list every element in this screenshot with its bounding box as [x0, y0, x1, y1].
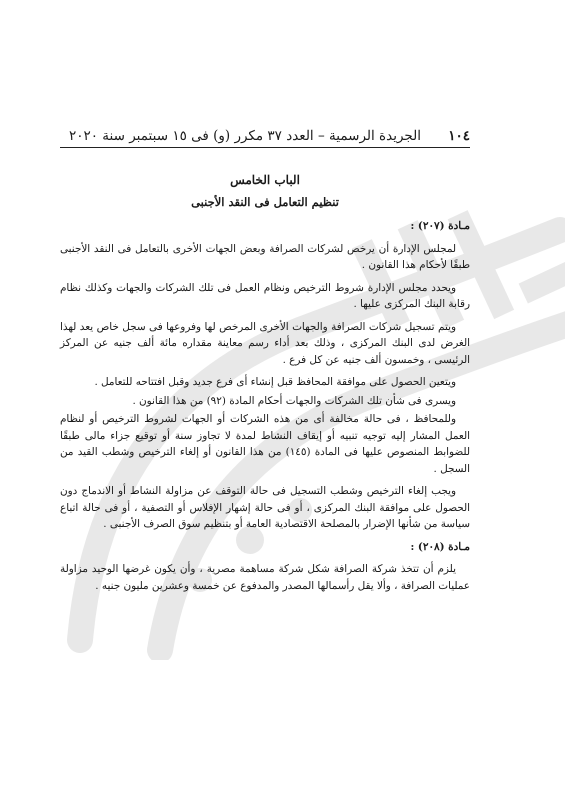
gazette-title: الجريدة الرسمية – العدد ٣٧ مكرر (و) فى ١٥ سبتمبر سنة ٢٠٢٠	[69, 128, 421, 144]
article-207-paragraph: لمجلس الإدارة أن يرخص لشركات الصرافة وبعض الجهات الأخرى بالتعامل فى النقد الأجنبى طبقًا لأحكام هذا القانون .	[60, 242, 470, 271]
page-number: ١٠٤	[448, 128, 470, 144]
article-207-paragraph: ويحدد مجلس الإدارة شروط الترخيص ونظام العمل فى تلك الشركات والجهات وكذلك نظام رقابة البنك المركزى عليها .	[60, 281, 470, 310]
article-208-heading: مـادة (٢٠٨) :	[410, 540, 470, 553]
article-208-paragraph: يلزم أن تتخذ شركة الصرافة شكل شركة مساهمة مصرية ، وأن يكون غرضها الوحيد مزاولة عمليات الصرافة ، وألا يقل رأسمالها المصدر والمدفوع عن خمسة وعشرين مليون جنيه .	[60, 563, 470, 592]
article-207-paragraph: ويسرى فى شأن تلك الشركات والجهات أحكام المادة (٩٢) من هذا القانون .	[132, 394, 456, 407]
running-header	[60, 125, 470, 148]
article-207-paragraph: ويتم تسجيل شركات الصرافة والجهات الأخرى المرخص لها وفروعها فى سجل خاص يعد لهذا الغرض لدى البنك المركزى ، وذلك بعد أداء رسم معاينة مقداره مائة ألف جنيه عن المركز الرئيسى ، وخمسون ألف جنيه عن كل فرع .	[60, 320, 470, 366]
chapter-title: الباب الخامس	[230, 173, 300, 187]
article-207-heading: مـادة (٢٠٧) :	[410, 220, 470, 232]
document-body	[60, 168, 470, 600]
article-207-paragraph: وللمحافظ ، فى حالة مخالفة أى من هذه الشركات أو الجهات لشروط الترخيص أو لنظام العمل المشار إليه توجيه تنبيه أو إيقاف النشاط لمدة لا تجاوز سنة أو توقيع جزاء مالى طبقًا للضوابط المنصوص عليها فى المادة (١٤٥) من هذا القانون أو إلغاء الترخيص وشطب القيد من السجل .	[60, 413, 470, 475]
chapter-subtitle: تنظيم التعامل فى النقد الأجنبى	[191, 194, 339, 209]
article-207-paragraph: ويتعين الحصول على موافقة المحافظ قبل إنشاء أى فرع جديد وقبل افتتاحه للتعامل .	[94, 376, 456, 388]
article-207-paragraph: ويجب إلغاء الترخيص وشطب التسجيل فى حالة التوقف عن مزاولة النشاط أو الاندماج دون الحصول على موافقة البنك المركزى ، أو فى حالة إشهار الإفلاس أو التصفية ، أو فى حالة اتباع سياسة من شأنها الإضرار بالمصلحة الاقتصادية العامة أو بتنظيم سوق الصرف الأجنبى .	[60, 485, 470, 530]
